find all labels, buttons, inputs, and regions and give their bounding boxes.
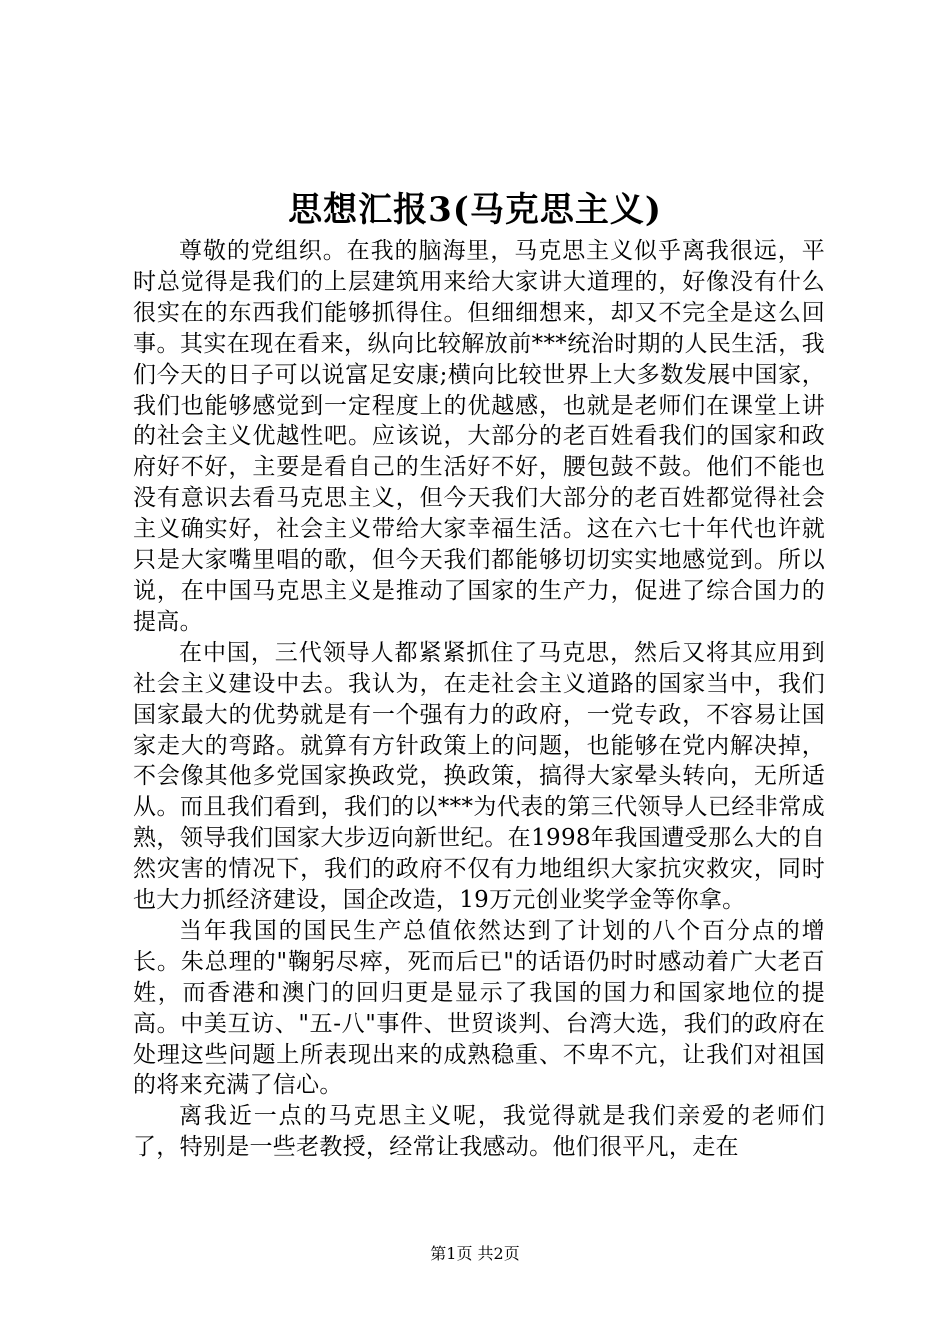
page-number-footer: 第1页 共2页 [430,1244,520,1263]
paragraph: 在中国，三代领导人都紧紧抓住了马克思，然后又将其应用到社会主义建设中去。我认为，在走社会主义道路的国家当中，我们国家最大的优势就是有一个强有力的政府，一党专政，不容易让国家走大的弯路。就算有方针政策上的问题，也能够在党内解决掉，不会像其他多党国家换政党，换政策，搞得大家晕头转向，无所适从。而且我们看到，我们的以***为代表的第三代领导人已经非常成熟，领导我们国家大步迈向新世纪。在1998年我国遭受那么大的自然灾害的情况下，我们的政府不仅有力地组织大家抗灾救灾，同时也大力抓经济建设，国企改造，19万元创业奖学金等你拿。 [133,639,825,914]
document-title: 思想汇报3(马克思主义) [288,190,662,230]
paragraph: 当年我国的国民生产总值依然达到了计划的八个百分点的增长。朱总理的"鞠躬尽瘁，死而后已"的话语仍时时感动着广大老百姓，而香港和澳门的回归更是显示了我国的国力和国家地位的提高。中美互访、"五-八"事件、世贸谈判、台湾大选，我们的政府在处理这些问题上所表现出来的成熟稳重、不卑不亢，让我们对祖国的将来充满了信心。 [133,917,825,1099]
paragraph: 尊敬的党组织。在我的脑海里，马克思主义似乎离我很远，平时总觉得是我们的上层建筑用来给大家讲大道理的，好像没有什么很实在的东西我们能够抓得住。但细细想来，却又不完全是这么回事。其实在现在看来，纵向比较解放前***统治时期的人民生活，我们今天的日子可以说富足安康;横向比较世界上大多数发展中国家，我们也能够感觉到一定程度上的优越感，也就是老师们在课堂上讲的社会主义优越性吧。应该说，大部分的老百姓看我们的国家和政府好不好，主要是看自己的生活好不好，腰包鼓不鼓。他们不能也没有意识去看马克思主义，但今天我们大部分的老百姓都觉得社会主义确实好，社会主义带给大家幸福生活。这在六七十年代也许就只是大家嘴里唱的歌，但今天我们都能够切切实实地感觉到。所以说，在中国马克思主义是推动了国家的生产力，促进了综合国力的提高。 [133,238,825,635]
paragraph: 离我近一点的马克思主义呢，我觉得就是我们亲爱的老师们了，特别是一些老教授，经常让我感动。他们很平凡，走在 [133,1103,825,1161]
document-body [133,236,825,1163]
